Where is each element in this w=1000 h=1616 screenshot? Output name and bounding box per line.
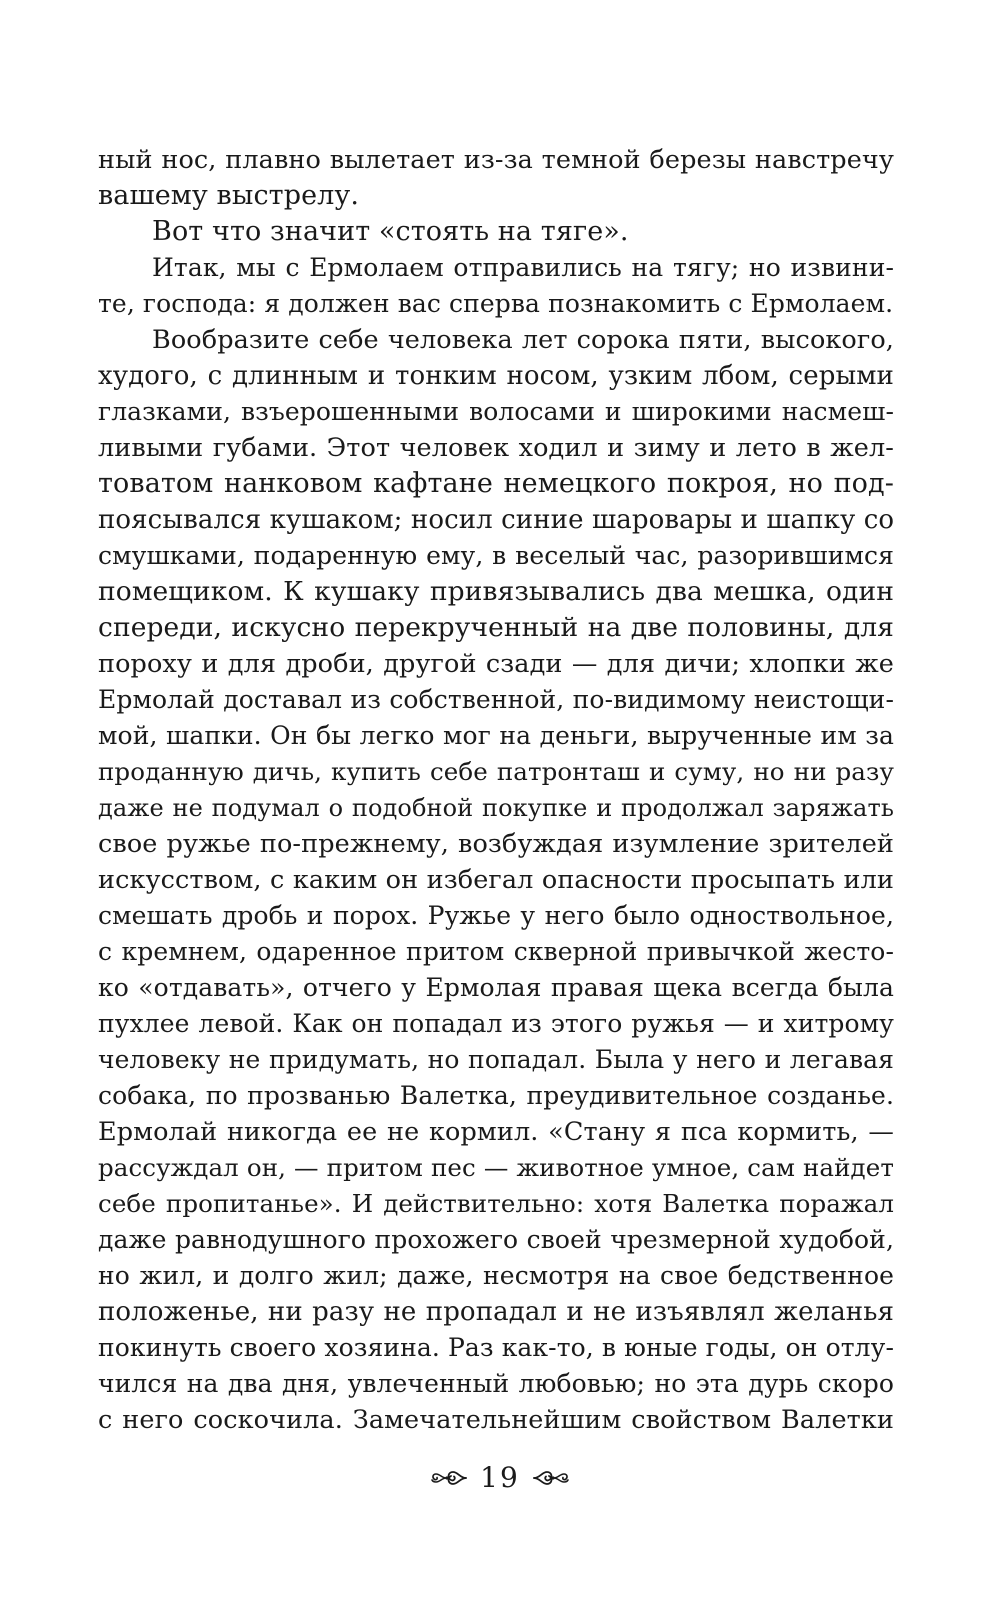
- text-line: положенье, ни разу не пропадал и не изъявлял желанья: [98, 1297, 894, 1327]
- text-line: но жил, и долго жил; даже, несмотря на свое бедственное: [98, 1261, 894, 1290]
- text-line: помещиком. К кушаку привязывались два мешка, один: [98, 576, 894, 607]
- text-line: Итак, мы с Ермолаем отправились на тягу; но извини-: [152, 253, 894, 282]
- text-line: пороху и для дроби, другой сзади — для дичи; хлопки же: [98, 649, 894, 679]
- text-line: худого, с длинным и тонким носом, узким лбом, серыми: [98, 361, 894, 391]
- text-line: с кремнем, одаренное притом скверной привычкой жесто-: [98, 937, 894, 966]
- text-line: с него соскочила. Замечательнейшим свойством Валетки: [98, 1405, 894, 1435]
- text-line: вашему выстрелу.: [98, 180, 360, 211]
- flourish-ornament-icon: [430, 1468, 468, 1488]
- text-line: ливыми губами. Этот человек ходил и зиму и лето в жел-: [98, 433, 894, 463]
- flourish-ornament-icon: [532, 1468, 570, 1488]
- text-line: смушками, подаренную ему, в веселый час, разорившимся: [98, 541, 894, 570]
- text-line: собака, по прозванью Валетка, преудивительное созданье.: [98, 1081, 894, 1110]
- text-line: Вообразите себе человека лет сорока пяти, высокого,: [152, 325, 894, 355]
- text-line: товатом нанковом кафтане немецкого покроя, но под-: [98, 468, 894, 499]
- text-line: рассуждал он, — притом пес — животное умное, сам найдет: [98, 1153, 894, 1182]
- text-line: поясывался кушаком; носил синие шаровары и шапку со: [98, 505, 895, 535]
- text-line: Ермолай доставал из собственной, по-видимому неистощи-: [98, 685, 894, 714]
- text-line: человеку не придумать, но попадал. Была у него и легавая: [98, 1045, 894, 1074]
- text-line: покинуть своего хозяина. Раз как-то, в юные годы, он отлу-: [98, 1333, 894, 1362]
- text-line: ный нос, плавно вылетает из-за темной березы навстречу: [98, 145, 894, 175]
- text-line: даже равнодушного прохожего своей чрезмерной худобой,: [98, 1225, 894, 1254]
- text-line: пухлее левой. Как он попадал из этого ружья — и хитрому: [98, 1009, 894, 1038]
- text-line: чился на два дня, увлеченный любовью; но эта дурь скоро: [98, 1369, 894, 1398]
- text-line: Вот что значит «стоять на тяге».: [152, 216, 629, 247]
- text-line: даже не подумал о подобной покупке и продолжал заряжать: [98, 794, 894, 822]
- text-line: те, господа: я должен вас сперва познакомить с Ермолаем.: [98, 289, 894, 318]
- text-line: ко «отдавать», отчего у Ермолая правая щека всегда была: [98, 973, 894, 1002]
- text-line: искусством, с каким он избегал опасности просыпать или: [98, 865, 894, 895]
- page-number: 19: [480, 1461, 520, 1494]
- text-line: Ермолай никогда ее не кормил. «Стану я пса кормить, —: [98, 1117, 894, 1147]
- text-line: спереди, искусно перекрученный на две половины, для: [98, 612, 894, 643]
- text-line: себе пропитанье». И действительно: хотя Валетка поражал: [98, 1189, 894, 1218]
- text-line: проданную дичь, купить себе патронташ и суму, но ни разу: [98, 757, 894, 786]
- text-line: смешать дробь и порох. Ружье у него было одноствольное,: [98, 901, 894, 930]
- text-line: мой, шапки. Он бы легко мог на деньги, вырученные им за: [98, 721, 894, 750]
- text-line: свое ружье по-прежнему, возбуждая изумление зрителей: [98, 829, 894, 859]
- page-footer: [0, 1458, 1000, 1498]
- text-line: глазками, взъерошенными волосами и широкими насмеш-: [98, 397, 894, 426]
